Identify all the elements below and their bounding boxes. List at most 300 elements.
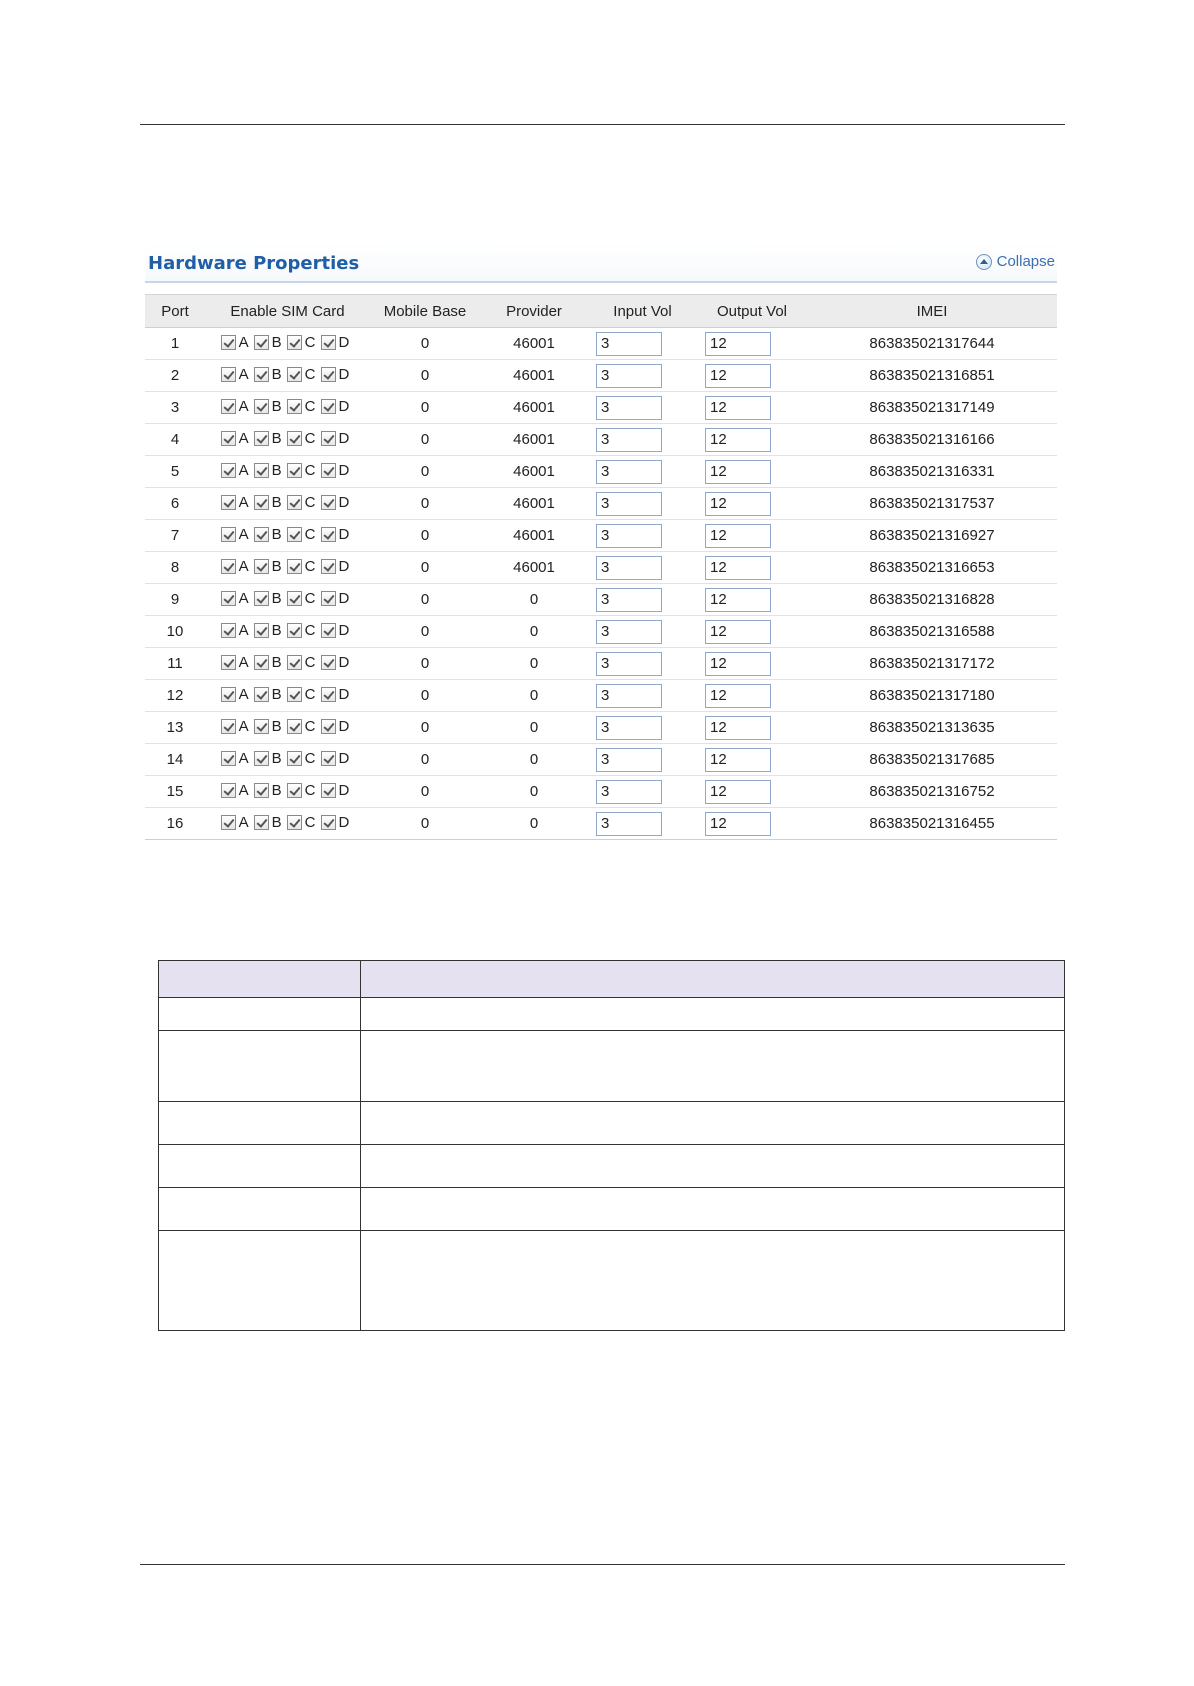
sim-label: D: [338, 397, 350, 415]
sim-a-checkbox-icon[interactable]: [221, 463, 236, 478]
sim-a-checkbox-icon[interactable]: [221, 687, 236, 702]
table-row: [145, 776, 1057, 808]
input-vol-field[interactable]: [596, 396, 662, 420]
input-vol-field[interactable]: [596, 524, 662, 548]
page-top-rule: [140, 124, 1065, 125]
panel-title: Hardware Properties: [148, 253, 360, 274]
enable-sim-cell: [205, 584, 370, 616]
input-vol-field[interactable]: [596, 748, 662, 772]
sim-c-checkbox-icon[interactable]: [287, 367, 302, 382]
sim-card-selector: [221, 526, 355, 543]
sim-d-checkbox-icon[interactable]: [321, 591, 336, 606]
output-vol-cell: [697, 424, 807, 456]
output-vol-cell: [697, 520, 807, 552]
input-vol-cell: [588, 744, 697, 776]
sim-card-selector: [221, 430, 355, 447]
sim-b-checkbox-icon[interactable]: [254, 399, 269, 414]
mobile-base-cell: 0: [370, 360, 480, 392]
mobile-base-cell: 0: [370, 744, 480, 776]
sim-label: A: [238, 365, 249, 383]
sim-label: B: [271, 813, 282, 831]
sim-d-checkbox-icon[interactable]: [321, 431, 336, 446]
sim-label: A: [238, 781, 249, 799]
table-row: [145, 648, 1057, 680]
mobile-base-cell: 0: [370, 776, 480, 808]
sim-b-checkbox-icon[interactable]: [254, 559, 269, 574]
hardware-properties-panel: [145, 243, 1057, 840]
sim-card-selector: [221, 462, 355, 479]
sim-label: B: [271, 749, 282, 767]
sim-a-checkbox-icon[interactable]: [221, 399, 236, 414]
input-vol-cell: [588, 328, 697, 360]
sim-c-checkbox-icon[interactable]: [287, 751, 302, 766]
sim-c-checkbox-icon[interactable]: [287, 335, 302, 350]
mobile-base-cell: 0: [370, 712, 480, 744]
output-vol-field[interactable]: [705, 460, 771, 484]
imei-cell: 863835021317149: [807, 392, 1057, 424]
imei-cell: 863835021317537: [807, 488, 1057, 520]
hardware-table: [145, 294, 1057, 840]
imei-cell: 863835021317180: [807, 680, 1057, 712]
table-row: [145, 616, 1057, 648]
sim-c-checkbox-icon[interactable]: [287, 591, 302, 606]
input-vol-cell: [588, 616, 697, 648]
sim-b-checkbox-icon[interactable]: [254, 655, 269, 670]
output-vol-field[interactable]: [705, 620, 771, 644]
port-cell: 12: [145, 680, 205, 712]
sim-label: D: [338, 621, 350, 639]
output-vol-cell: [697, 456, 807, 488]
sim-label: B: [271, 781, 282, 799]
imei-cell: 863835021316331: [807, 456, 1057, 488]
sim-label: A: [238, 717, 249, 735]
port-cell: 3: [145, 392, 205, 424]
enable-sim-cell: [205, 680, 370, 712]
sim-label: C: [304, 333, 316, 351]
sim-card-selector: [221, 686, 355, 703]
table-row: [145, 424, 1057, 456]
input-vol-cell: [588, 360, 697, 392]
collapse-button[interactable]: [976, 253, 1055, 270]
col-header-port: Port: [145, 295, 205, 328]
port-cell: 6: [145, 488, 205, 520]
sim-a-checkbox-icon[interactable]: [221, 783, 236, 798]
col-header-output-vol: Output Vol: [697, 295, 807, 328]
output-vol-field[interactable]: [705, 364, 771, 388]
desc-header-row: [159, 961, 1065, 998]
sim-d-checkbox-icon[interactable]: [321, 623, 336, 638]
sim-label: D: [338, 781, 350, 799]
enable-sim-cell: [205, 520, 370, 552]
sim-label: D: [338, 333, 350, 351]
port-cell: 11: [145, 648, 205, 680]
sim-b-checkbox-icon[interactable]: [254, 367, 269, 382]
output-vol-cell: [697, 744, 807, 776]
desc-row: [159, 1102, 1065, 1145]
output-vol-field[interactable]: [705, 332, 771, 356]
sim-c-checkbox-icon[interactable]: [287, 495, 302, 510]
mobile-base-cell: 0: [370, 808, 480, 840]
output-vol-field[interactable]: [705, 748, 771, 772]
sim-c-checkbox-icon[interactable]: [287, 623, 302, 638]
sim-b-checkbox-icon[interactable]: [254, 687, 269, 702]
sim-label: C: [304, 589, 316, 607]
sim-card-selector: [221, 622, 355, 639]
output-vol-cell: [697, 328, 807, 360]
output-vol-cell: [697, 488, 807, 520]
sim-c-checkbox-icon[interactable]: [287, 463, 302, 478]
input-vol-field[interactable]: [596, 588, 662, 612]
sim-card-selector: [221, 654, 355, 671]
provider-cell: 46001: [480, 392, 588, 424]
sim-d-checkbox-icon[interactable]: [321, 367, 336, 382]
sim-label: B: [271, 365, 282, 383]
sim-label: A: [238, 685, 249, 703]
sim-a-checkbox-icon[interactable]: [221, 815, 236, 830]
sim-a-checkbox-icon[interactable]: [221, 367, 236, 382]
mobile-base-cell: 0: [370, 456, 480, 488]
provider-cell: 46001: [480, 328, 588, 360]
sim-label: A: [238, 429, 249, 447]
col-header-imei: IMEI: [807, 295, 1057, 328]
sim-b-checkbox-icon[interactable]: [254, 783, 269, 798]
sim-c-checkbox-icon[interactable]: [287, 815, 302, 830]
sim-card-selector: [221, 590, 355, 607]
mobile-base-cell: 0: [370, 552, 480, 584]
sim-d-checkbox-icon[interactable]: [321, 527, 336, 542]
imei-cell: 863835021316927: [807, 520, 1057, 552]
sim-label: B: [271, 397, 282, 415]
mobile-base-cell: 0: [370, 392, 480, 424]
output-vol-field[interactable]: [705, 428, 771, 452]
sim-d-checkbox-icon[interactable]: [321, 495, 336, 510]
provider-cell: 0: [480, 616, 588, 648]
imei-cell: 863835021316588: [807, 616, 1057, 648]
col-header-mobile-base: Mobile Base: [370, 295, 480, 328]
enable-sim-cell: [205, 328, 370, 360]
sim-b-checkbox-icon[interactable]: [254, 591, 269, 606]
sim-a-checkbox-icon[interactable]: [221, 751, 236, 766]
enable-sim-cell: [205, 616, 370, 648]
sim-a-checkbox-icon[interactable]: [221, 495, 236, 510]
input-vol-field[interactable]: [596, 684, 662, 708]
provider-cell: 0: [480, 744, 588, 776]
sim-label: A: [238, 333, 249, 351]
sim-d-checkbox-icon[interactable]: [321, 783, 336, 798]
output-vol-field[interactable]: [705, 588, 771, 612]
port-cell: 16: [145, 808, 205, 840]
enable-sim-cell: [205, 392, 370, 424]
sim-c-checkbox-icon[interactable]: [287, 655, 302, 670]
output-vol-cell: [697, 808, 807, 840]
provider-cell: 0: [480, 808, 588, 840]
input-vol-cell: [588, 584, 697, 616]
sim-label: D: [338, 525, 350, 543]
provider-cell: 46001: [480, 488, 588, 520]
table-row: [145, 584, 1057, 616]
input-vol-field[interactable]: [596, 716, 662, 740]
sim-b-checkbox-icon[interactable]: [254, 751, 269, 766]
port-cell: 7: [145, 520, 205, 552]
sim-label: B: [271, 461, 282, 479]
mobile-base-cell: 0: [370, 328, 480, 360]
port-cell: 10: [145, 616, 205, 648]
sim-c-checkbox-icon[interactable]: [287, 719, 302, 734]
sim-label: A: [238, 493, 249, 511]
table-row: [145, 328, 1057, 360]
sim-label: C: [304, 429, 316, 447]
sim-label: B: [271, 685, 282, 703]
sim-label: B: [271, 557, 282, 575]
input-vol-field[interactable]: [596, 556, 662, 580]
sim-card-selector: [221, 750, 355, 767]
sim-a-checkbox-icon[interactable]: [221, 655, 236, 670]
table-row: [145, 680, 1057, 712]
enable-sim-cell: [205, 808, 370, 840]
imei-cell: 863835021316828: [807, 584, 1057, 616]
mobile-base-cell: 0: [370, 424, 480, 456]
imei-cell: 863835021313635: [807, 712, 1057, 744]
provider-cell: 46001: [480, 552, 588, 584]
col-header-enable-sim: Enable SIM Card: [205, 295, 370, 328]
output-vol-field[interactable]: [705, 524, 771, 548]
sim-label: B: [271, 653, 282, 671]
sim-label: A: [238, 557, 249, 575]
input-vol-cell: [588, 648, 697, 680]
enable-sim-cell: [205, 488, 370, 520]
sim-label: D: [338, 749, 350, 767]
sim-label: C: [304, 365, 316, 383]
output-vol-field[interactable]: [705, 396, 771, 420]
sim-a-checkbox-icon[interactable]: [221, 431, 236, 446]
sim-label: D: [338, 493, 350, 511]
input-vol-field[interactable]: [596, 460, 662, 484]
input-vol-field[interactable]: [596, 364, 662, 388]
sim-card-selector: [221, 558, 355, 575]
sim-a-checkbox-icon[interactable]: [221, 559, 236, 574]
output-vol-field[interactable]: [705, 780, 771, 804]
mobile-base-cell: 0: [370, 520, 480, 552]
sim-label: A: [238, 653, 249, 671]
input-vol-cell: [588, 424, 697, 456]
sim-a-checkbox-icon[interactable]: [221, 719, 236, 734]
sim-b-checkbox-icon[interactable]: [254, 623, 269, 638]
desc-row: [159, 998, 1065, 1031]
sim-label: C: [304, 685, 316, 703]
imei-cell: 863835021316752: [807, 776, 1057, 808]
input-vol-field[interactable]: [596, 812, 662, 836]
provider-cell: 0: [480, 680, 588, 712]
sim-c-checkbox-icon[interactable]: [287, 527, 302, 542]
sim-d-checkbox-icon[interactable]: [321, 655, 336, 670]
sim-d-checkbox-icon[interactable]: [321, 463, 336, 478]
sim-d-checkbox-icon[interactable]: [321, 687, 336, 702]
output-vol-cell: [697, 680, 807, 712]
input-vol-field[interactable]: [596, 652, 662, 676]
col-header-input-vol: Input Vol: [588, 295, 697, 328]
sim-label: A: [238, 461, 249, 479]
table-row: [145, 808, 1057, 840]
input-vol-cell: [588, 392, 697, 424]
sim-b-checkbox-icon[interactable]: [254, 431, 269, 446]
port-cell: 1: [145, 328, 205, 360]
sim-a-checkbox-icon[interactable]: [221, 335, 236, 350]
enable-sim-cell: [205, 552, 370, 584]
output-vol-cell: [697, 392, 807, 424]
provider-cell: 46001: [480, 520, 588, 552]
table-row: [145, 488, 1057, 520]
sim-label: C: [304, 749, 316, 767]
sim-label: B: [271, 429, 282, 447]
output-vol-field[interactable]: [705, 812, 771, 836]
port-cell: 2: [145, 360, 205, 392]
sim-b-checkbox-icon[interactable]: [254, 527, 269, 542]
sim-d-checkbox-icon[interactable]: [321, 559, 336, 574]
sim-card-selector: [221, 718, 355, 735]
sim-label: D: [338, 557, 350, 575]
input-vol-field[interactable]: [596, 780, 662, 804]
sim-c-checkbox-icon[interactable]: [287, 431, 302, 446]
sim-label: D: [338, 589, 350, 607]
mobile-base-cell: 0: [370, 680, 480, 712]
col-header-provider: Provider: [480, 295, 588, 328]
sim-a-checkbox-icon[interactable]: [221, 623, 236, 638]
input-vol-field[interactable]: [596, 620, 662, 644]
provider-cell: 46001: [480, 456, 588, 488]
sim-b-checkbox-icon[interactable]: [254, 463, 269, 478]
output-vol-field[interactable]: [705, 556, 771, 580]
port-cell: 15: [145, 776, 205, 808]
imei-cell: 863835021316455: [807, 808, 1057, 840]
imei-cell: 863835021316653: [807, 552, 1057, 584]
sim-label: C: [304, 461, 316, 479]
output-vol-field[interactable]: [705, 716, 771, 740]
provider-cell: 46001: [480, 360, 588, 392]
sim-label: A: [238, 397, 249, 415]
sim-label: D: [338, 685, 350, 703]
enable-sim-cell: [205, 456, 370, 488]
desc-row: [159, 1031, 1065, 1102]
mobile-base-cell: 0: [370, 488, 480, 520]
input-vol-cell: [588, 520, 697, 552]
enable-sim-cell: [205, 712, 370, 744]
desc-row: [159, 1145, 1065, 1188]
port-cell: 13: [145, 712, 205, 744]
sim-b-checkbox-icon[interactable]: [254, 335, 269, 350]
table-row: [145, 712, 1057, 744]
output-vol-cell: [697, 584, 807, 616]
sim-label: C: [304, 653, 316, 671]
desc-header-cell: [159, 961, 361, 998]
sim-b-checkbox-icon[interactable]: [254, 815, 269, 830]
input-vol-field[interactable]: [596, 332, 662, 356]
table-row: [145, 552, 1057, 584]
output-vol-cell: [697, 552, 807, 584]
sim-label: A: [238, 621, 249, 639]
table-header-row: [145, 295, 1057, 328]
sim-d-checkbox-icon[interactable]: [321, 399, 336, 414]
sim-c-checkbox-icon[interactable]: [287, 783, 302, 798]
output-vol-cell: [697, 712, 807, 744]
sim-label: A: [238, 813, 249, 831]
sim-d-checkbox-icon[interactable]: [321, 751, 336, 766]
enable-sim-cell: [205, 424, 370, 456]
provider-cell: 46001: [480, 424, 588, 456]
output-vol-field[interactable]: [705, 684, 771, 708]
sim-c-checkbox-icon[interactable]: [287, 399, 302, 414]
input-vol-cell: [588, 456, 697, 488]
provider-cell: 0: [480, 776, 588, 808]
input-vol-cell: [588, 488, 697, 520]
sim-d-checkbox-icon[interactable]: [321, 719, 336, 734]
table-row: [145, 360, 1057, 392]
sim-label: C: [304, 717, 316, 735]
sim-label: D: [338, 653, 350, 671]
collapse-label[interactable]: Collapse: [996, 253, 1055, 270]
mobile-base-cell: 0: [370, 584, 480, 616]
sim-a-checkbox-icon[interactable]: [221, 527, 236, 542]
sim-card-selector: [221, 494, 355, 511]
page-bottom-rule: [140, 1564, 1065, 1565]
imei-cell: 863835021317685: [807, 744, 1057, 776]
output-vol-cell: [697, 616, 807, 648]
input-vol-cell: [588, 552, 697, 584]
collapse-up-icon[interactable]: [976, 254, 992, 270]
output-vol-field[interactable]: [705, 492, 771, 516]
imei-cell: 863835021316166: [807, 424, 1057, 456]
provider-cell: 0: [480, 648, 588, 680]
table-row: [145, 744, 1057, 776]
input-vol-field[interactable]: [596, 492, 662, 516]
sim-card-selector: [221, 398, 355, 415]
panel-header: [145, 243, 1057, 283]
output-vol-cell: [697, 776, 807, 808]
sim-label: A: [238, 525, 249, 543]
sim-d-checkbox-icon[interactable]: [321, 335, 336, 350]
sim-card-selector: [221, 814, 355, 831]
desc-header-cell: [361, 961, 1065, 998]
input-vol-field[interactable]: [596, 428, 662, 452]
imei-cell: 863835021317644: [807, 328, 1057, 360]
sim-d-checkbox-icon[interactable]: [321, 815, 336, 830]
output-vol-field[interactable]: [705, 652, 771, 676]
enable-sim-cell: [205, 744, 370, 776]
input-vol-cell: [588, 808, 697, 840]
sim-a-checkbox-icon[interactable]: [221, 591, 236, 606]
table-row: [145, 520, 1057, 552]
sim-label: C: [304, 557, 316, 575]
sim-c-checkbox-icon[interactable]: [287, 559, 302, 574]
sim-b-checkbox-icon[interactable]: [254, 719, 269, 734]
sim-c-checkbox-icon[interactable]: [287, 687, 302, 702]
sim-label: D: [338, 429, 350, 447]
sim-label: C: [304, 397, 316, 415]
sim-label: B: [271, 589, 282, 607]
port-cell: 14: [145, 744, 205, 776]
sim-b-checkbox-icon[interactable]: [254, 495, 269, 510]
desc-row: [159, 1231, 1065, 1331]
sim-card-selector: [221, 782, 355, 799]
provider-cell: 0: [480, 584, 588, 616]
mobile-base-cell: 0: [370, 616, 480, 648]
description-table: [158, 960, 1065, 1331]
sim-label: B: [271, 525, 282, 543]
sim-label: B: [271, 621, 282, 639]
output-vol-cell: [697, 360, 807, 392]
port-cell: 9: [145, 584, 205, 616]
sim-label: C: [304, 493, 316, 511]
enable-sim-cell: [205, 648, 370, 680]
